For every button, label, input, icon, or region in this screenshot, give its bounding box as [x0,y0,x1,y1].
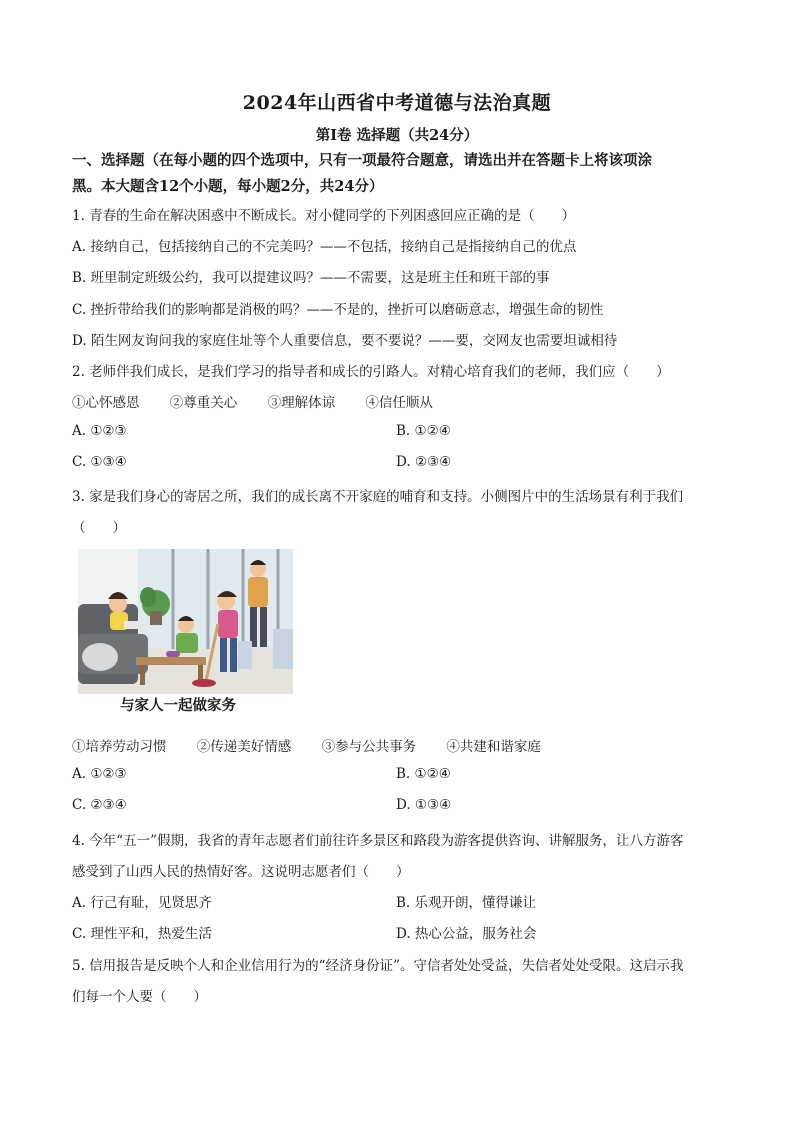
q4-option-c: C. 理性平和，热爱生活 [72,926,212,942]
q3-statement-1: ①培养劳动习惯 [72,739,167,755]
q2-option-a: A. ①②③ [72,423,127,439]
q2-statement-3: ③理解体谅 [267,395,336,411]
q3-statement-2: ②传递美好情感 [196,739,292,755]
q4-stem-line-1: 4. 今年“五一”假期，我省的青年志愿者们前往许多景区和路段为游客提供咨询、讲解服务，让八方游客 [72,833,684,849]
family-chores-illustration [78,549,293,694]
q3-option-c: C. ②③④ [72,797,127,813]
q1-option-d: D. 陌生网友询问我的家庭住址等个人重要信息，要不要说？——要，交网友也需要坦诚相待 [72,333,618,349]
section-line-2: 黑。本大题含12个小题，每小题2分，共24分） [72,178,384,195]
q1-option-a: A. 接纳自己，包括接纳自己的不完美吗？——不包括，接纳自己是指接纳自己的优点 [72,239,577,255]
illustration-caption: 与家人一起做家务 [120,698,236,714]
q4-option-b: B. 乐观开朗，懂得谦让 [396,895,537,911]
q2-option-c: C. ①③④ [72,454,127,470]
q5-stem-line-1: 5. 信用报告是反映个人和企业信用行为的“经济身份证”。守信者处处受益，失信者处处受限。这启示我 [72,958,684,974]
section-instructions [72,148,732,200]
q4-stem-line-2: 感受到了山西人民的热情好客。这说明志愿者们（ ） [72,864,410,880]
q3-statements [72,735,567,755]
q3-stem-line-1: 3. 家是我们身心的寄居之所，我们的成长离不开家庭的哺育和支持。小侧图片中的生活场景有利于我们 [72,489,684,505]
q3-statement-4: ④共建和谐家庭 [446,739,541,755]
q2-statement-1: ①心怀感恩 [72,395,140,411]
q2-statements [72,391,459,411]
q3-option-a: A. ①②③ [72,766,127,782]
section-line-1: 一、选择题（在每小题的四个选项中，只有一项最符合题意，请选出并在答题卡上将该项涂 [72,152,652,169]
q5-stem-line-2: 们每一个人要（ ） [72,989,207,1005]
q3-stem-line-2: （ ） [72,520,126,536]
q1-stem: 1. 青春的生命在解决困惑中不断成长。对小健同学的下列困惑回应正确的是（ ） [72,208,576,224]
page-title: 2024年山西省中考道德与法治真题 [242,92,552,114]
q2-statement-4: ④信任顺从 [365,395,433,411]
q1-option-c: C. 挫折带给我们的影响都是消极的吗？——不是的，挫折可以磨砺意志，增强生命的韧性 [72,302,604,318]
q1-option-b: B. 班里制定班级公约，我可以提建议吗？——不需要，这是班主任和班干部的事 [72,270,550,286]
q3-statement-3: ③参与公共事务 [321,739,417,755]
q4-option-d: D. 热心公益，服务社会 [396,926,537,942]
q2-option-b: B. ①②④ [396,423,451,439]
q2-stem: 2. 老师伴我们成长，是我们学习的指导者和成长的引路人。对精心培育我们的老师，我们应（ ） [72,364,670,380]
part-subtitle: 第I卷 选择题（共24分） [315,127,479,144]
illustration-svg [78,549,293,694]
q3-option-b: B. ①②④ [396,766,451,782]
q2-option-d: D. ②③④ [396,454,452,470]
q3-option-d: D. ①③④ [396,797,452,813]
q2-statement-2: ②尊重关心 [169,395,238,411]
q4-option-a: A. 行己有耻，见贤思齐 [72,895,212,911]
